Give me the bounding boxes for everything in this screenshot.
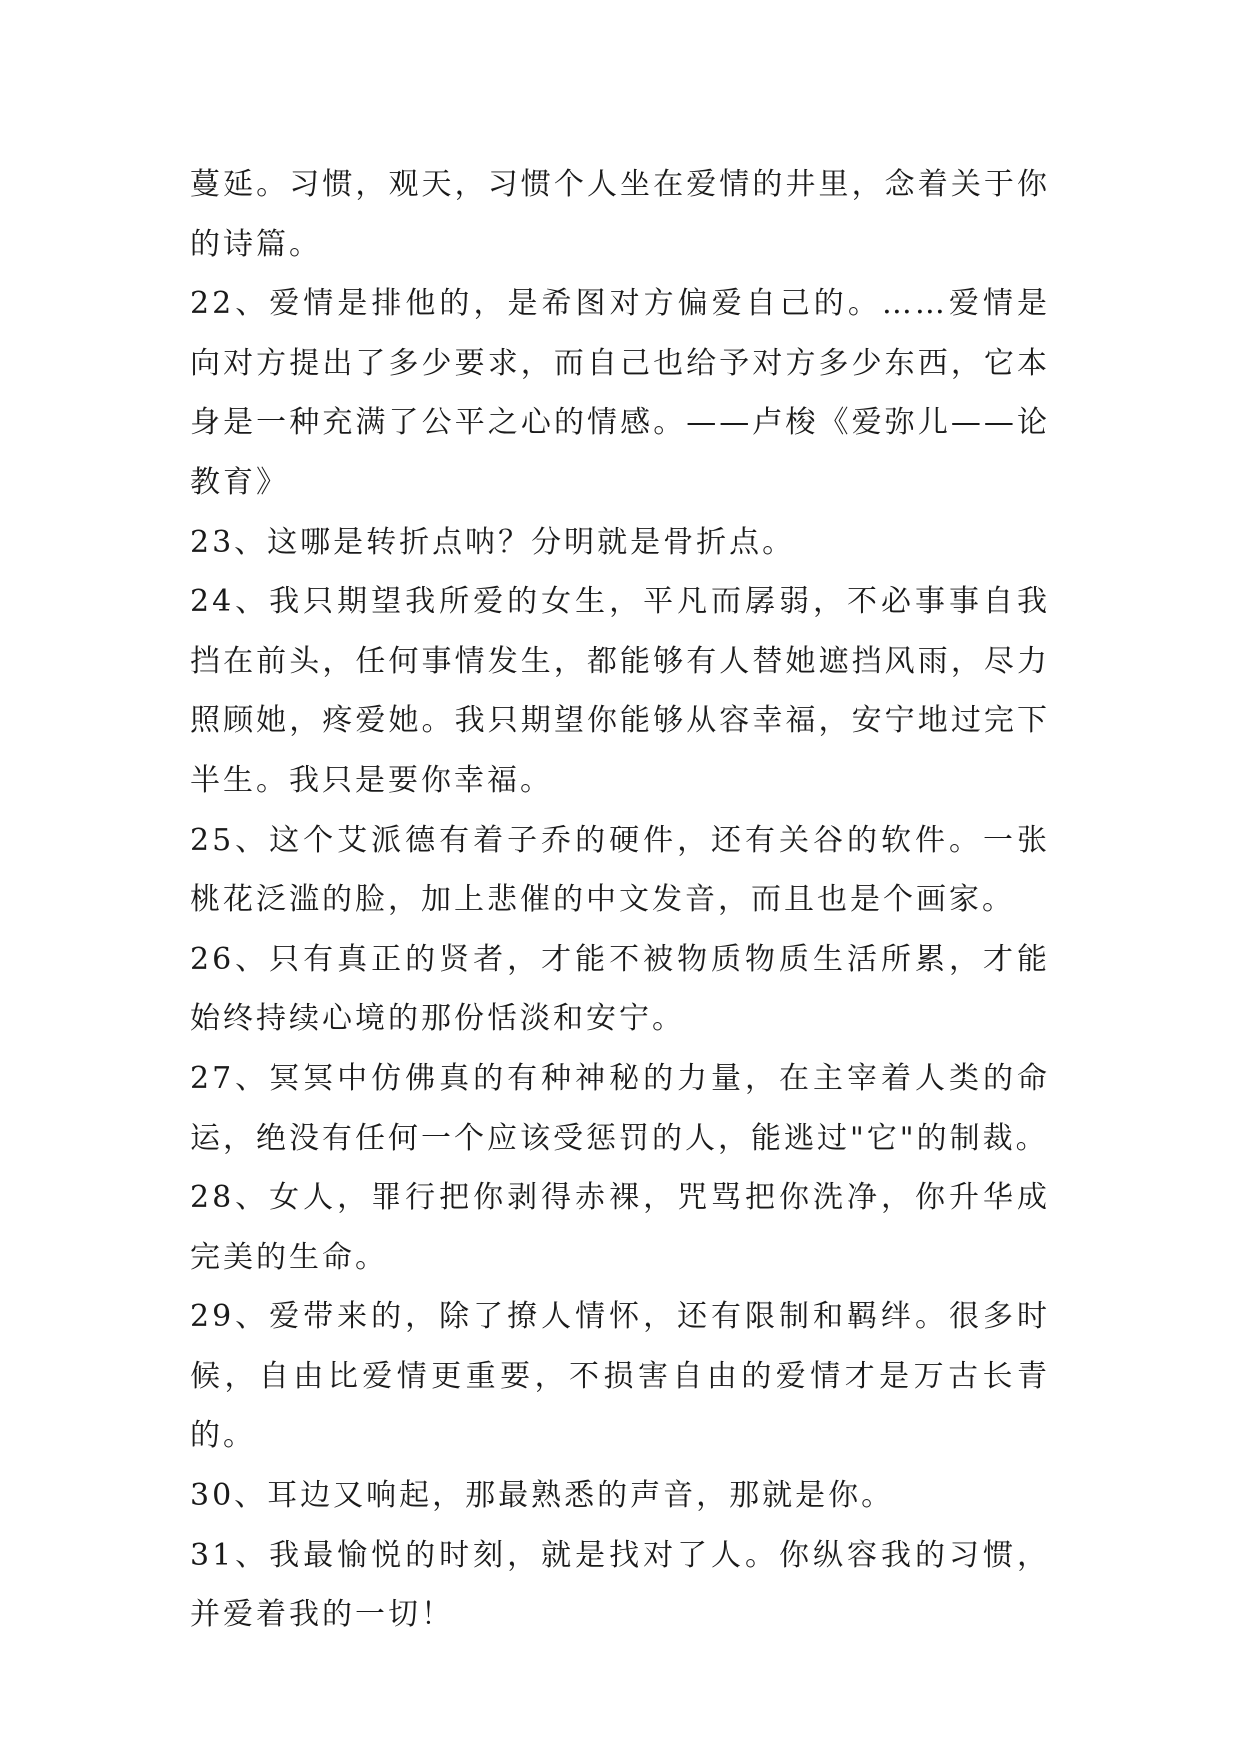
quote-28: 28、女人，罪行把你剥得赤裸，咒骂把你洗净，你升华成完美的生命。 xyxy=(190,1180,1050,1275)
paragraph-continued: 蔓延。习惯，观天，习惯个人坐在爱情的井里，念着关于你的诗篇。 xyxy=(190,167,1050,262)
quote-31: 31、我最愉悦的时刻，就是找对了人。你纵容我的习惯，并爱着我的一切！ xyxy=(190,1537,1050,1633)
quote-24: 24、我只期望我所爱的女生，平凡而孱弱，不必事事自我挡在前头，任何事情发生，都能够有人替她遮挡风雨，尽力照顾她，疼爱她。我只期望你能够从容幸福，安宁地过完下半生。我只是要你幸福。 xyxy=(190,584,1050,798)
quote-29: 29、爱带来的，除了撩人情怀，还有限制和羁绊。很多时候，自由比爱情更重要，不损害自由的爱情才是万古长青的。 xyxy=(190,1299,1050,1454)
quote-30: 30、耳边又响起，那最熟悉的声音，那就是你。 xyxy=(190,1478,895,1514)
quote-22: 22、爱情是排他的，是希图对方偏爱自己的。……爱情是向对方提出了多少要求，而自己也给予对方多少东西，它本身是一种充满了公平之心的情感。——卢梭《爱弥儿——论教育》 xyxy=(190,286,1050,500)
quote-26: 26、只有真正的贤者，才能不被物质物质生活所累，才能始终持续心境的那份恬淡和安宁。 xyxy=(190,941,1050,1037)
quote-27: 27、冥冥中仿佛真的有种神秘的力量，在主宰着人类的命运，绝没有任何一个应该受惩罚的人，能逃过"它"的制裁。 xyxy=(190,1060,1050,1156)
document-body xyxy=(190,155,1050,1645)
quote-25: 25、这个艾派德有着子乔的硬件，还有关谷的软件。一张桃花泛滥的脸，加上悲催的中文发音，而且也是个画家。 xyxy=(190,822,1050,918)
quote-23: 23、这哪是转折点呐？分明就是骨折点。 xyxy=(190,524,796,560)
